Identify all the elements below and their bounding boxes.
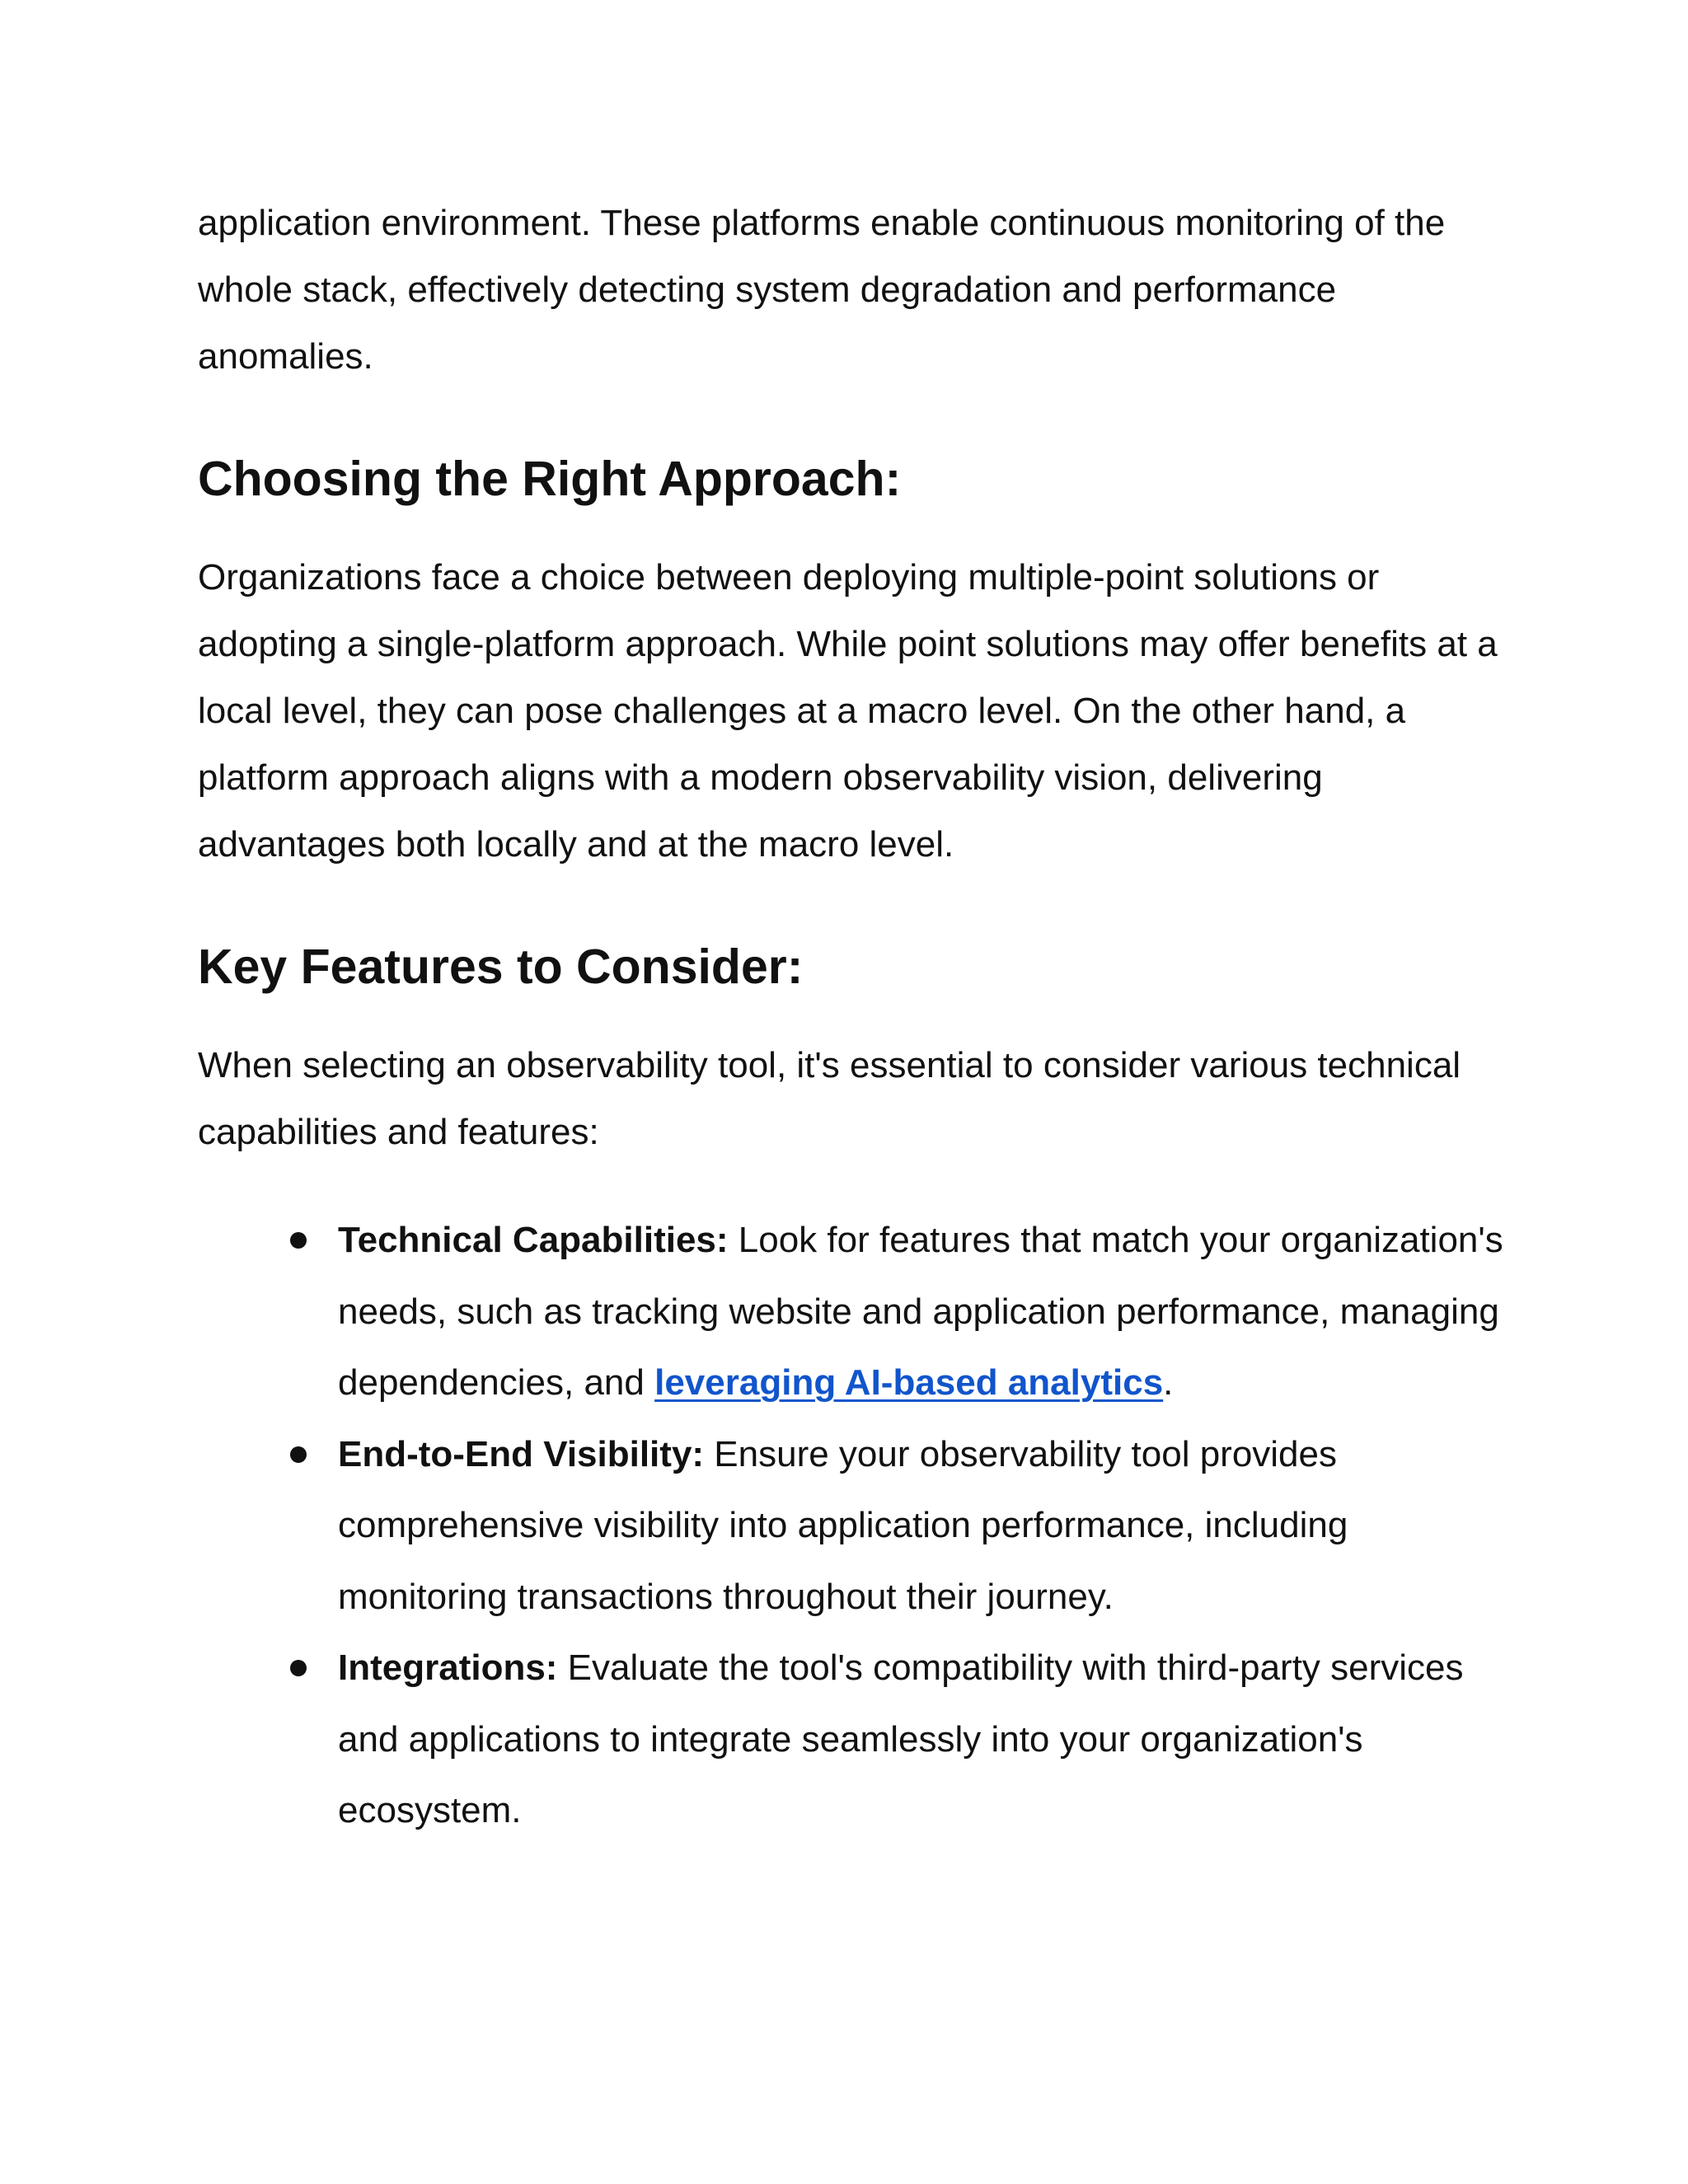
list-item-technical-capabilities [338, 1205, 1508, 1419]
item-text: Ensure your observability tool provides comprehensive visibility into application performance, including monitoring transactions throughout their journey. [338, 1433, 1348, 1617]
approach-paragraph: Organizations face a choice between deploying multiple-point solutions or adopting a single-platform approach. While point solutions may offer benefits at a local level, they can pose challenges at a macro level. On the other hand, a platform approach aligns with a modern observability vision, delivering advantages both locally and at the macro level. [198, 557, 1498, 865]
list-item-integrations [338, 1633, 1508, 1847]
term-end-to-end-visibility: End-to-End Visibility: [338, 1433, 705, 1474]
item-text: Evaluate the tool's compatibility with third-party services and applications to integrate seamlessly into your organization's ecosystem. [338, 1647, 1464, 1830]
bullet-icon [290, 1660, 307, 1676]
list-item-end-to-end-visibility [338, 1419, 1508, 1633]
item-text-end: . [1163, 1362, 1174, 1403]
document-page [198, 190, 1503, 1847]
bullet-icon [290, 1446, 307, 1463]
features-bullet-list [198, 1205, 1503, 1847]
intro-paragraph: application environment. These platforms enable continuous monitoring of the whole stack, effectively detecting system degradation and performance anomalies. [198, 203, 1446, 377]
bullet-icon [290, 1232, 307, 1249]
heading-key-features: Key Features to Consider: [198, 940, 804, 994]
leveraging-ai-analytics-link[interactable]: leveraging AI-based analytics [654, 1362, 1164, 1403]
features-intro-paragraph: When selecting an observability tool, it's essential to consider various technical capabilities and features: [198, 1045, 1461, 1152]
term-technical-capabilities: Technical Capabilities: [338, 1220, 729, 1260]
item-text: Look for features that match your organization's needs, such as tracking website and application performance, managing dependencies, and [338, 1220, 1503, 1403]
heading-choosing-approach: Choosing the Right Approach: [198, 452, 902, 506]
term-integrations: Integrations: [338, 1647, 558, 1688]
